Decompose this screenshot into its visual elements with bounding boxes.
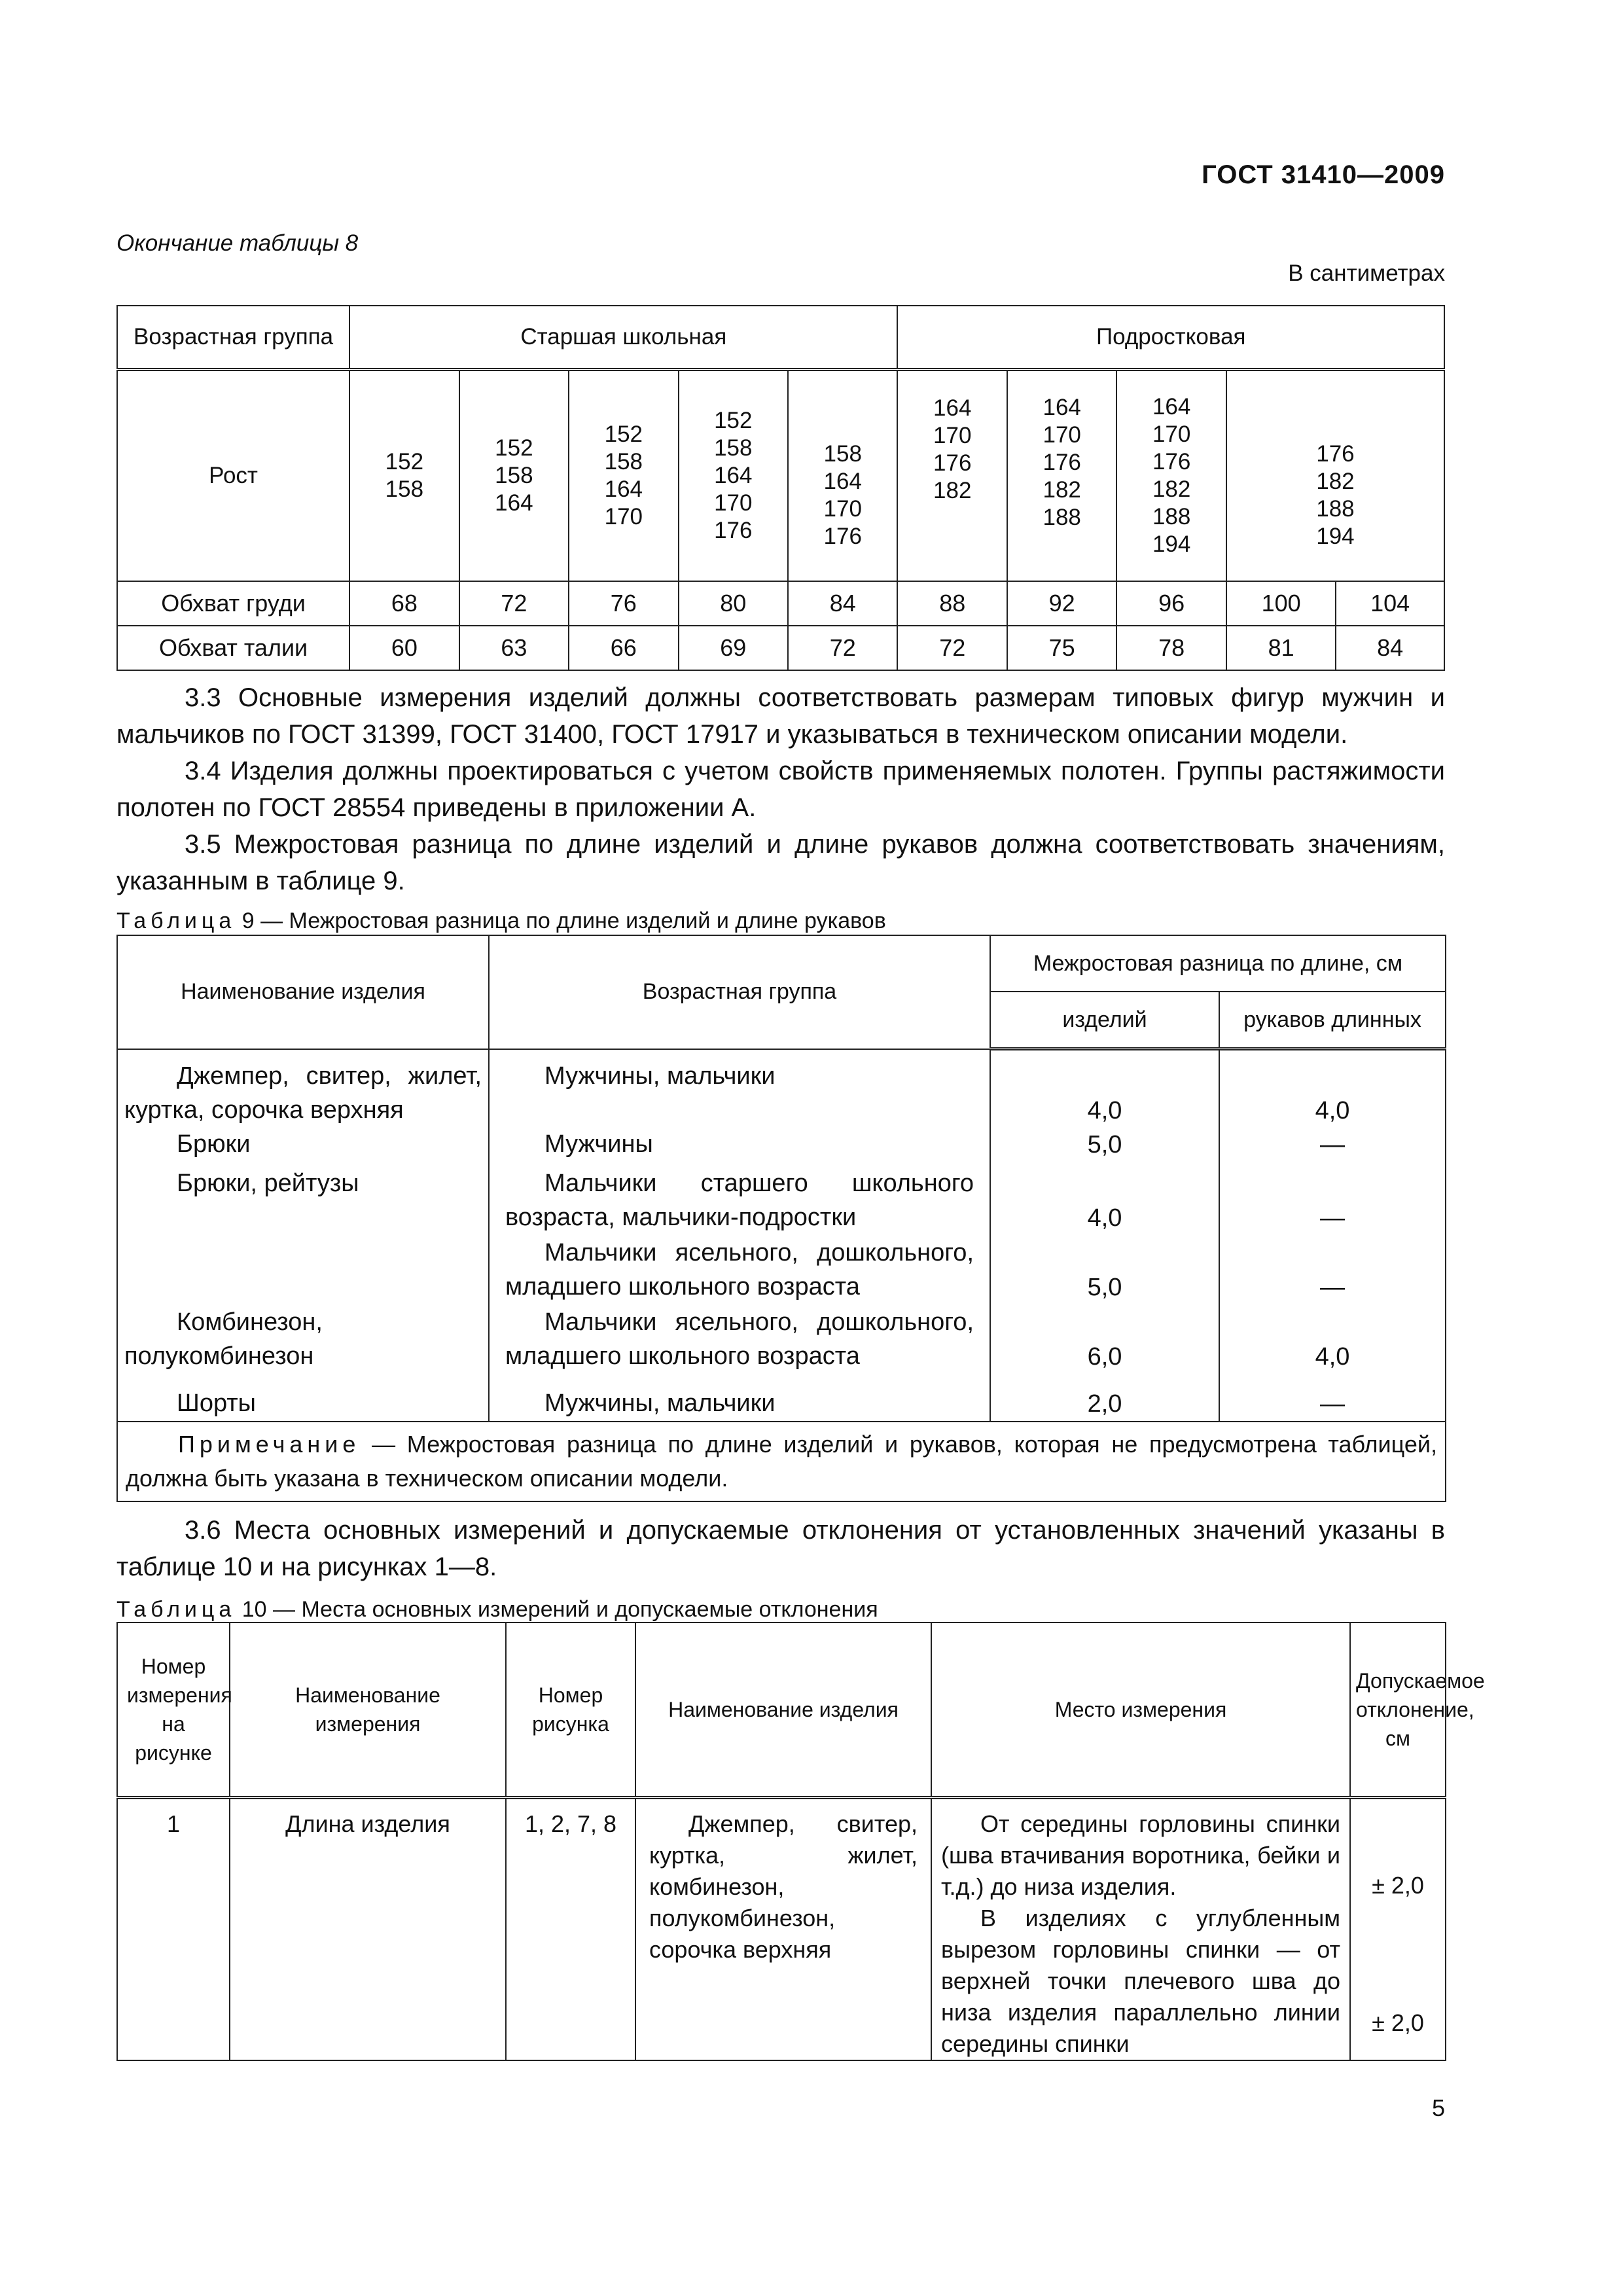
t9-col-name: Наименование изделия xyxy=(117,935,489,1049)
chest-value: 104 xyxy=(1336,581,1444,626)
table-row: Мальчики ясельного, дошкольного, младшего школьного возраста xyxy=(505,1308,974,1370)
paragraph-3-5: 3.5 Межростовая разница по длине изделий и длине рукавов должна соответствовать значениям, указанным в таблице 9. xyxy=(116,830,1445,895)
table-cell: 4,0 xyxy=(1315,1097,1350,1124)
table-cell: — xyxy=(1320,1274,1345,1301)
waist-value: 69 xyxy=(679,626,788,670)
paragraph-3-6: 3.6 Места основных измерений и допускаемые отклонения от установленных значений указаны в таблице 10 и на рисунках 1—8. xyxy=(116,1516,1445,1581)
table-8 xyxy=(116,305,1445,671)
table-row: Шорты xyxy=(177,1389,256,1417)
waist-row-label: Обхват талии xyxy=(117,626,349,670)
t10-place: От середины горловины спинки (шва втачивания воротника, бейки и т.д.) до низа изделия. В изделиях с углубленным вырезом горловины спинки — от верхней точки плечевого шва до низа изделия параллельно линии середины спинки xyxy=(931,1798,1350,2061)
waist-value: 72 xyxy=(788,626,897,670)
table-row: Мужчины xyxy=(544,1130,653,1158)
chest-value: 96 xyxy=(1116,581,1226,626)
height-cell: 152 158 xyxy=(349,370,459,582)
table-cell: 4,0 xyxy=(1315,1343,1350,1371)
height-cell: 158 164 170 176 xyxy=(788,370,897,582)
height-cell: 164 170 176 182 188 xyxy=(1007,370,1116,582)
tolerance-value: ± 2,0 xyxy=(1372,1872,1424,1899)
t9-col-diff: Межростовая разница по длине, см xyxy=(990,935,1446,992)
table8-continuation-label: Окончание таблицы 8 xyxy=(116,230,359,256)
table-cell: 2,0 xyxy=(1087,1390,1122,1418)
t9-note: Примечание — Межростовая разница по длине изделий и рукавов, которая не предусмотрена таблицей, должна быть указана в техническом описании модели. xyxy=(117,1422,1446,1501)
table-cell: 4,0 xyxy=(1087,1097,1122,1124)
height-cell: 152 158 164 xyxy=(459,370,569,582)
height-cell: 164 170 176 182 xyxy=(897,370,1007,582)
table-cell: 6,0 xyxy=(1087,1343,1122,1371)
height-row-label: Рост xyxy=(117,370,349,582)
t10-col-tol: Допускаемое отклонение, см xyxy=(1350,1623,1446,1798)
paragraph-3-4: 3.4 Изделия должны проектироваться с учетом свойств применяемых полотен. Группы растяжимости полотен по ГОСТ 28554 приведены в приложении А. xyxy=(116,757,1445,822)
waist-value: 72 xyxy=(897,626,1007,670)
group-teen: Подростковая xyxy=(897,306,1444,370)
table-9 xyxy=(116,935,1446,1502)
t10-col-num: Номер измерения на рисунке xyxy=(117,1623,230,1798)
t10-col-meas: Наименование измерения xyxy=(230,1623,506,1798)
t9-col-sleeves: рукавов длинных xyxy=(1219,992,1446,1049)
table-10 xyxy=(116,1622,1485,2061)
table-cell: — xyxy=(1320,1204,1345,1232)
t9-col-age: Возрастная группа xyxy=(489,935,990,1049)
table-row: Мужчины, мальчики xyxy=(544,1062,776,1090)
waist-value: 84 xyxy=(1336,626,1444,670)
table8-units: В сантиметрах xyxy=(1288,260,1445,286)
chest-value: 92 xyxy=(1007,581,1116,626)
table-cell: 4,0 xyxy=(1087,1204,1122,1232)
waist-value: 63 xyxy=(459,626,569,670)
tolerance-value: ± 2,0 xyxy=(1372,2009,1424,2036)
t10-item: Джемпер, свитер, куртка, жилет, комбинезон, полукомбинезон, сорочка верхняя xyxy=(635,1798,931,2061)
chest-value: 68 xyxy=(349,581,459,626)
t9-names-col xyxy=(117,1049,489,1422)
chest-value: 100 xyxy=(1226,581,1336,626)
chest-value: 76 xyxy=(569,581,678,626)
table-row: Брюки xyxy=(177,1130,251,1158)
table-cell: 5,0 xyxy=(1087,1274,1122,1301)
t9-age-col xyxy=(489,1049,990,1422)
table-row: Мужчины, мальчики xyxy=(544,1389,776,1417)
waist-value: 75 xyxy=(1007,626,1116,670)
t10-tol xyxy=(1350,1798,1446,2061)
t10-col-item: Наименование изделия xyxy=(635,1623,931,1798)
waist-value: 66 xyxy=(569,626,678,670)
group-senior-school: Старшая школьная xyxy=(349,306,897,370)
t9-items-col xyxy=(990,1049,1219,1422)
waist-value: 78 xyxy=(1116,626,1226,670)
height-cell: 152 158 164 170 176 xyxy=(679,370,788,582)
chest-value: 84 xyxy=(788,581,897,626)
table-row: Мальчики старшего школьного возраста, мальчики-подростки xyxy=(505,1169,974,1231)
table-row: Джемпер, свитер, жилет, куртка, сорочка верхняя xyxy=(124,1062,482,1124)
t10-col-place: Место измерения xyxy=(931,1623,1350,1798)
chest-row-label: Обхват груди xyxy=(117,581,349,626)
chest-value: 88 xyxy=(897,581,1007,626)
chest-value: 72 xyxy=(459,581,569,626)
waist-value: 60 xyxy=(349,626,459,670)
height-cell: 176 182 188 194 xyxy=(1226,370,1444,582)
height-cell: 164 170 176 182 188 194 xyxy=(1116,370,1226,582)
table-cell: — xyxy=(1320,1131,1345,1158)
t9-sleeves-col xyxy=(1219,1049,1446,1422)
t9-col-items: изделий xyxy=(990,992,1219,1049)
t10-meas: Длина изделия xyxy=(230,1798,506,2061)
t10-num: 1 xyxy=(117,1798,230,2061)
table10-caption: Таблица 10 — Места основных измерений и допускаемые отклонения xyxy=(116,1597,878,1622)
paragraph-3-3: 3.3 Основные измерения изделий должны соответствовать размерам типовых фигур мужчин и мальчиков по ГОСТ 31399, ГОСТ 31400, ГОСТ 17917 и указываться в техническом описании модели. xyxy=(116,683,1445,749)
table-cell: 5,0 xyxy=(1087,1131,1122,1158)
table-cell: — xyxy=(1320,1390,1345,1418)
t10-col-fig: Номер рисунка xyxy=(506,1623,635,1798)
chest-value: 80 xyxy=(679,581,788,626)
table-row: Комбинезон, полукомбинезон xyxy=(124,1308,323,1370)
height-cell: 152 158 164 170 xyxy=(569,370,678,582)
age-group-label: Возрастная группа xyxy=(117,306,349,370)
table-row: Брюки, рейтузы xyxy=(177,1169,359,1197)
table9-caption: Таблица 9 — Межростовая разница по длине изделий и длине рукавов xyxy=(116,908,886,933)
waist-value: 81 xyxy=(1226,626,1336,670)
t10-fig: 1, 2, 7, 8 xyxy=(506,1798,635,2061)
document-code: ГОСТ 31410—2009 xyxy=(1202,160,1445,189)
table-row: Мальчики ясельного, дошкольного, младшего школьного возраста xyxy=(505,1238,974,1300)
page-number: 5 xyxy=(1431,2094,1445,2121)
